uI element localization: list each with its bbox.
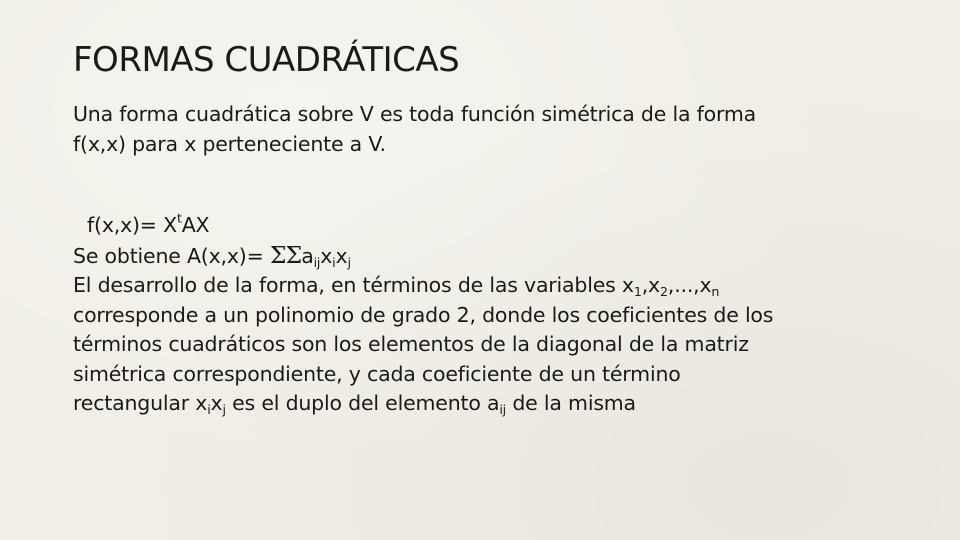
subscript-n: n — [711, 283, 720, 299]
formula-suffix: AX — [181, 213, 210, 237]
variable-j-subscript: j — [347, 254, 351, 270]
coefficient-subscript: ij — [313, 254, 321, 270]
spacer — [73, 159, 873, 211]
development-line-2: corresponde a un polinomio de grado 2, donde los coeficientes de los — [73, 302, 774, 327]
slide-body — [73, 100, 873, 419]
development-line-4: simétrica correspondiente, y cada coeficiente de un término — [73, 361, 681, 386]
rect-subscript-ij: ij — [499, 401, 507, 417]
formula-line — [73, 211, 873, 241]
rect-subscript-j: j — [222, 401, 226, 417]
formula-prefix: f(x,x)= X — [87, 213, 177, 237]
coefficient-a: a — [301, 243, 314, 268]
obtained-line — [73, 241, 873, 272]
variable-x-j: x — [335, 243, 348, 268]
variable-x-i: x — [320, 243, 333, 268]
development-intro: El desarrollo de la forma, en términos de las variables x — [73, 273, 634, 297]
rect-subscript-i: i — [207, 401, 211, 417]
rect-prefix: rectangular x — [73, 391, 208, 415]
variable-i-subscript: i — [332, 254, 336, 270]
subscript-2: 2 — [659, 283, 668, 299]
transpose-superscript: t — [176, 210, 182, 226]
subscript-1: 1 — [633, 283, 642, 299]
rect-middle: es el duplo del elemento a — [225, 391, 500, 415]
development-line-3: términos cuadráticos son los elementos de la diagonal de la matriz — [73, 332, 749, 356]
slide-title: FORMAS CUADRÁTICAS — [73, 40, 460, 80]
double-sigma-symbol: ΣΣ — [269, 240, 302, 269]
rect-x: x — [210, 391, 223, 415]
definition-paragraph — [73, 100, 873, 159]
definition-line-2: f(x,x) para x perteneciente a V. — [73, 131, 386, 156]
rect-end: de la misma — [506, 391, 636, 415]
development-sep-2: ,...,x — [667, 273, 712, 297]
definition-line-1: Una forma cuadrática sobre V es toda función simétrica de la forma — [73, 102, 756, 126]
development-sep-1: ,x — [641, 273, 660, 297]
development-paragraph — [73, 271, 873, 419]
obtained-label: Se obtiene A(x,x)= — [73, 243, 270, 268]
